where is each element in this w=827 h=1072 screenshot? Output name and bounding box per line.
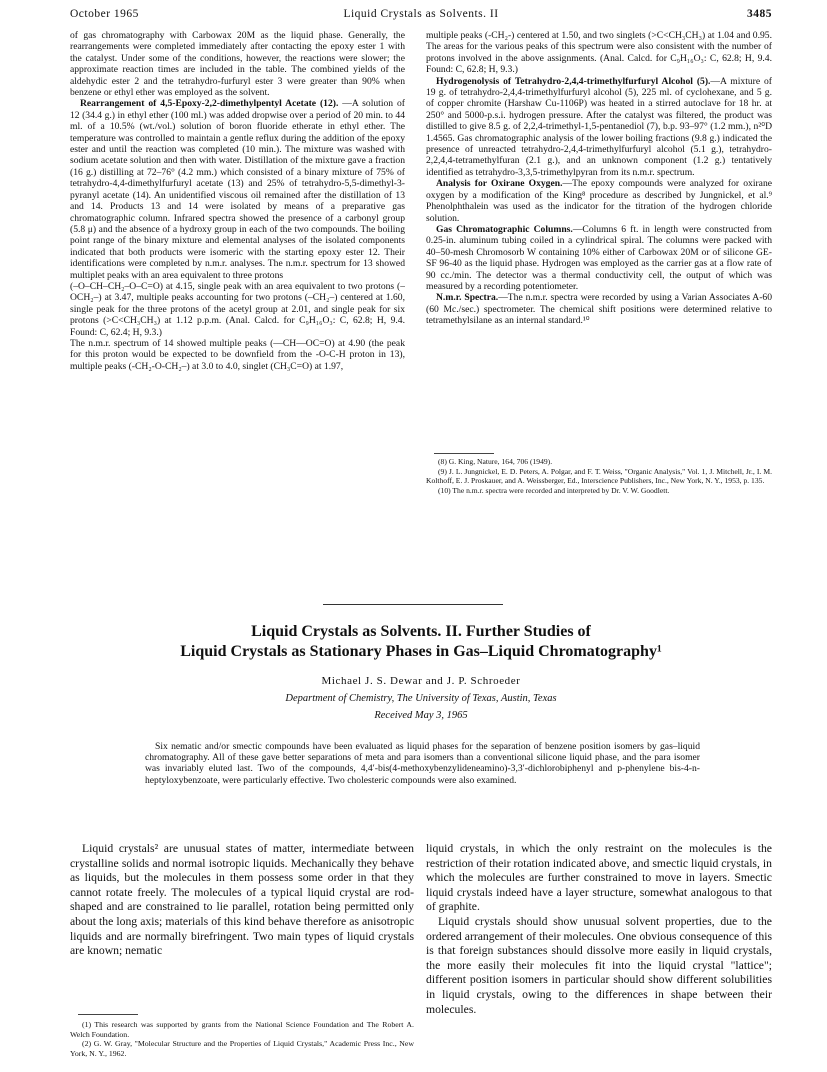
article-title-line: Liquid Crystals as Stationary Phases in Gas–Liquid Chromatography¹ [180, 643, 662, 660]
paragraph: N.m.r. Spectra.—The n.m.r. spectra were recorded by using a Varian Associates A-60 (60 Mc./sec.) spectrometer. The chemical shift positions were determined relative to tetramethylsilane as an internal standard.¹⁰ [426, 292, 772, 327]
reference-item: (9) J. L. Jungnickel, E. D. Peters, A. Polgar, and F. T. Weiss, "Organic Analysis," Vol. 1, J. Mitchell, Jr., I. M. Kolthoff, E. J. Proskauer, and A. Weissberger, Ed., Interscience Publishers, Inc., New York, N. Y., 1953, p. 135. [426, 466, 772, 486]
paragraph: Analysis for Oxirane Oxygen.—The epoxy compounds were analyzed for oxirane oxygen by a modification of the King⁸ procedure as described by Jungnickel, et al.⁹ Phenolphthalein was used as the indicator for the titration of the hydrogen chloride solution. [426, 178, 772, 224]
header-title: Liquid Crystals as Solvents. II [343, 8, 499, 20]
paragraph: multiple peaks (-CH₂-) centered at 1.50, and two singlets (>C<CH₃CH₃) at 1.04 and 0.95. The areas for the various peaks of this spectrum were also consistent with the number of protons involved in the above assignments. (Anal. Calcd. for C₉H₁₆O₃: C, 62.8; H, 9.4. Found: C, 62.8; H, 9.3.) [426, 30, 772, 76]
run-in-heading: N.m.r. Spectra. [436, 292, 499, 304]
page-number: 3485 [747, 8, 772, 20]
paragraph: Gas Chromatographic Columns.—Columns 6 ft. in length were constructed from 0.25-in. aluminum tubing coiled in a cylindrical spiral. The columns were packed with 40–50-mesh Chromosorb W containing 10% either of Carbowax 20M or of silicone GE-SF 96-40 as the liquid phase. Hydrogen was employed as the carrier gas at a flow rate of 90 cc./min. The detector was a thermal conductivity cell, the output of which was measured by a recording potentiometer. [426, 223, 772, 292]
footnote-item: (1) This research was supported by grants from the National Science Foundation and The Robert A. Welch Foundation. [70, 1020, 414, 1039]
paragraph: Liquid crystals² are unusual states of matter, intermediate between crystalline solids and normal isotropic liquids. Mechanically they behave as liquids, but the molecules in them possess some order in that they cannot rotate freely. The molecules of a typical liquid crystal are rod-shaped and are constrained to lie parallel, rotation being permitted only about the long axis; materials of this kind behave therefore as anisotropic liquids and are normally birefringent. Two main types of liquid crystals are known; nematic [70, 842, 414, 958]
footnotes [70, 1020, 414, 1058]
reference-divider [434, 453, 494, 454]
article-affiliation: Department of Chemistry, The University of Texas, Austin, Texas [285, 693, 557, 704]
run-in-heading: Hydrogenolysis of Tetrahydro-2,4,4-trimethylfurfuryl Alcohol (5). [436, 75, 711, 87]
paragraph: Hydrogenolysis of Tetrahydro-2,4,4-trimethylfurfuryl Alcohol (5).—A mixture of 19 g. of tetrahydro-2,4,4-trimethylfurfuryl alcohol (5), 225 ml. of cyclohexane, and 5 g. of copper chromite (Harshaw Cu-1106P) was heated in a stirred autoclave for 18 hr. at 250° and 5000-p.s.i. hydrogen pressure. After the catalyst was filtered, the product was distilled to give 8.5 g. of 2,2,4-trimethyl-1,5-pentanediol (7), b.p. 93–97° (1.2 mm.), n²⁰D 1.4565. Gas chromatographic analysis of the lower boiling fractions (9.8 g.) indicated the presence of unreacted tetrahydro-2,4,4-trimethylfurfuryl alcohol (5.1 g.), tetrahydro-2,2,4,4-tetramethylfuran (2.1 g.), and an unknown component (1.2 g.) tentatively identified as tetrahydro-3,3,5-trimethylpyran from its n.m.r. spectrum. [426, 75, 772, 178]
body-right-column [426, 842, 772, 1017]
running-header [70, 8, 772, 24]
top-right-column [426, 30, 772, 430]
paragraph: Liquid crystals should show unusual solvent properties, due to the ordered arrangement of their molecules. One obvious consequence of this is that foreign substances should dissolve more easily in liquid crystals, the more easily their molecules fit into the liquid crystal "lattice"; different position isomers in particular should show different solubilities in liquid crystals, owing to the differences in shape between their molecules. [426, 914, 772, 1016]
paragraph: Rearrangement of 4,5-Epoxy-2,2-dimethylpentyl Acetate (12). —A solution of 12 (34.4 g.) in ethyl ether (100 ml.) was added dropwise over a period of 20 min. to 44 ml. of a 10.5% (wt./vol.) solution of boron fluoride etherate in ethyl ether. The temperature was controlled to maintain a gentle reflux during the addition of the epoxy ester and until the reaction was completed (10 min.). The mixture was washed with sodium acetate solution and then with water. Distillation of the mixture gave a fraction (16 g.) distilling at 72–76° (4.2 mm.) which consisted of a binary mixture of 75% of tetrahydro-4,4-dimethylfurfuryl acetate (13) and 25% of tetrahydro-5,5-dimethyl-3-pyranyl acetate (14). An unidentified viscous oil remained after the distillation of 13 and 14. Products 13 and 14 were isolated by means of a preparative gas chromatographic column. Infrared spectra showed the presence of a carbonyl group (5.8 μ) and the absence of a hydroxy group in each of the two compounds. The boiling point range of the binary mixture and elemental analyses of the isolated components indicated that both products were isomeric with the starting epoxy ester 12. Their identifications were completed by n.m.r. analyses. The n.m.r. spectrum for 13 showed multiplet peaks with an area equivalent to three protons [70, 98, 405, 281]
body-left-column [70, 842, 414, 959]
paragraph: (–O–CH–CH₂–O–C=O) at 4.15, single peak with an area equivalent to two protons (–OCH₂–) at 3.47, multiple peaks accounting for two protons (–CH₂–) centered at 1.60, single peak for the three protons of the acetyl group at 2.01, and single peak for six protons (>C<CH₃CH₃) at 1.12 p.p.m. (Anal. Calcd. for C₉H₁₆O₃: C, 62.8; H, 9.4. Found: C, 62.4; H, 9.3.) [70, 280, 405, 338]
reference-item: (8) G. King, Nature, 164, 706 (1949). [438, 457, 553, 466]
footnote-divider [78, 1014, 138, 1015]
article-authors: Michael J. S. Dewar and J. P. Schroeder [321, 675, 521, 687]
run-in-heading: Rearrangement of 4,5-Epoxy-2,2-dimethylpentyl Acetate (12). [80, 98, 339, 110]
reference-item: (10) The n.m.r. spectra were recorded and interpreted by Dr. V. W. Goodlett. [438, 485, 670, 495]
article-title-line: Liquid Crystals as Solvents. II. Further Studies of [251, 623, 591, 640]
reference-list [426, 457, 772, 495]
run-in-heading: Gas Chromatographic Columns. [436, 223, 573, 235]
top-left-column [70, 30, 405, 580]
abstract: Six nematic and/or smectic compounds have been evaluated as liquid phases for the separation of benzene position isomers by gas–liquid chromatography. All of these gave better separations of meta and para isomers than a conventional silicone liquid phase, and the para isomer was invariably eluted last. Two of the compounds, 4,4′-bis(4-methoxybenzylideneamino)-3,3′-dichlorobiphenyl and p-phenylene bis-4-n-heptyloxybenzoate, were particularly effective. Two cholesteric compounds were also examined. [145, 741, 700, 786]
header-date: October 1965 [70, 8, 139, 20]
footnote-item: (2) G. W. Gray, "Molecular Structure and the Properties of Liquid Crystals," Academic Press Inc., New York, N. Y., 1962. [70, 1039, 414, 1058]
article-title [70, 622, 772, 662]
received-date: Received May 3, 1965 [374, 710, 468, 721]
paragraph: The n.m.r. spectrum of 14 showed multiple peaks (—CH—OC=O) at 4.90 (the peak for this proton would be expected to be downfield from the -O-C-H proton in 13), multiple peaks (-CH₂-O-CH₂–) at 3.0 to 4.0, singlet (CH₃C=O) at 1.97, [70, 337, 405, 372]
paragraph: of gas chromatography with Carbowax 20M as the liquid phase. Generally, the rearrangements were completed immediately after contacting the epoxy ester 1 with the catalyst. Under some of the conditions, however, the reactions were slower; the approximate reaction times are included in the table. The combined yields of the aldehydic ester 2 and the tetrahydro-furfuryl ester 3 were greater than 90% when benzene or ethyl ether was employed as the solvent. [70, 30, 405, 99]
article-divider [323, 604, 503, 605]
paragraph: liquid crystals, in which the only restraint on the molecules is the restriction of their rotation indicated above, and smectic liquid crystals, in which the molecules are further constrained to move in layers. Smectic liquid crystals indeed have a layer structure, somewhat analogous to that of graphite. [426, 842, 772, 914]
run-in-heading: Analysis for Oxirane Oxygen. [436, 178, 563, 190]
